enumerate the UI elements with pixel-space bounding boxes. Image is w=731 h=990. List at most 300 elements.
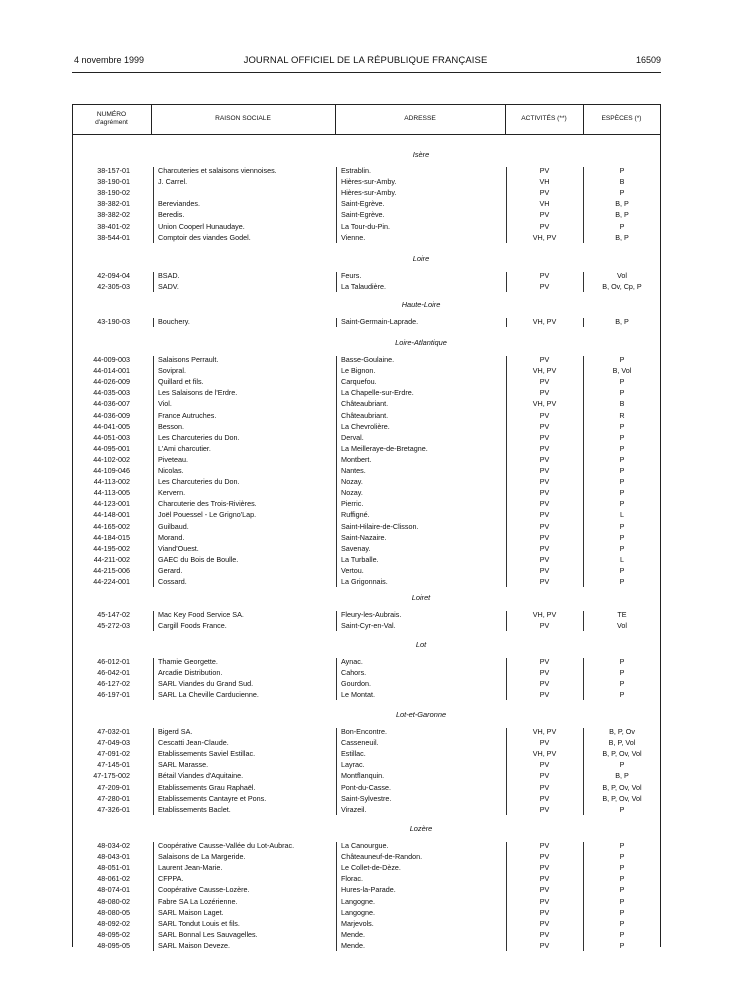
species: L xyxy=(620,554,624,564)
address: Fleury-les-Aubrais. xyxy=(341,610,402,619)
activities: PV xyxy=(539,388,550,398)
species: P xyxy=(619,388,625,398)
species: Vol xyxy=(617,271,627,280)
column-divider xyxy=(506,842,507,951)
company-name: Thamie Georgette. xyxy=(158,657,218,666)
agrement-number: 48-095-05 xyxy=(97,940,130,950)
section-title: Loire-Atlantique xyxy=(395,338,447,347)
company-name: Laurent Jean-Marie. xyxy=(158,863,223,873)
column-divider xyxy=(336,167,337,243)
agrement-number: 38-157-01 xyxy=(97,166,130,175)
address: Montbert. xyxy=(341,454,372,464)
company-name: Bigerd SA. xyxy=(158,727,193,736)
activities: PV xyxy=(539,282,550,292)
company-name: Fabre SA La Lozérienne. xyxy=(158,896,238,906)
activities: PV xyxy=(539,885,550,895)
company-name: Viol. xyxy=(158,399,172,409)
agrement-number: 45-272-03 xyxy=(97,621,130,631)
species: P xyxy=(619,221,625,231)
agrement-number: 44-102-002 xyxy=(93,454,130,464)
column-divider xyxy=(583,842,584,951)
column-divider xyxy=(153,272,154,292)
company-name: Les Charcuteries du Don. xyxy=(158,432,240,442)
address: Aynac. xyxy=(341,657,363,666)
agrement-number: 45-147-02 xyxy=(97,610,130,619)
agrement-number: 44-109-046 xyxy=(93,466,130,475)
agrement-number: 44-184-015 xyxy=(93,532,130,542)
species: Vol xyxy=(617,621,627,631)
activities: VH, PV xyxy=(532,317,557,326)
agrement-number: 38-190-02 xyxy=(97,188,130,198)
company-name: Charcuterie des Trois-Rivières. xyxy=(158,499,257,509)
company-name: SARL Maison Deveze. xyxy=(158,940,231,950)
company-name: Sovipral. xyxy=(158,366,186,376)
agrement-number: 48-034-02 xyxy=(97,841,130,850)
column-divider xyxy=(583,356,584,587)
species: B, P xyxy=(615,771,629,781)
agrement-number: 48-092-02 xyxy=(97,918,130,928)
address: Virazeil. xyxy=(341,804,367,814)
agrement-number: 48-080-02 xyxy=(97,896,130,906)
species: P xyxy=(619,804,625,814)
agrement-number: 44-113-002 xyxy=(93,477,130,487)
company-name: Coopérative Causse-Lozère. xyxy=(158,885,250,895)
agrement-number: 38-382-02 xyxy=(97,210,130,220)
address: La Talaudière. xyxy=(341,282,387,292)
address: Cahors. xyxy=(341,668,367,678)
company-name: Union Cooperl Hunaudaye. xyxy=(158,221,245,231)
species: B, P, Vol xyxy=(608,738,636,748)
column-divider xyxy=(583,611,584,631)
species: B xyxy=(619,399,625,409)
agrement-number: 38-544-01 xyxy=(97,232,130,242)
activities: PV xyxy=(539,166,550,175)
address: Layrac. xyxy=(341,760,365,770)
activities: PV xyxy=(539,679,550,689)
activities: VH, PV xyxy=(532,749,557,759)
address: Florac. xyxy=(341,874,363,884)
address: Hures-la-Parade. xyxy=(341,885,396,895)
agrement-number: 47-091-02 xyxy=(97,749,130,759)
company-name: Joël Pouessel - Le Grigno'Lap. xyxy=(158,510,257,520)
activities: PV xyxy=(539,621,550,631)
company-name: Les Charcuteries du Don. xyxy=(158,477,240,487)
company-name: Comptoir des viandes Godel. xyxy=(158,232,251,242)
species: P xyxy=(619,377,625,387)
section-title: Lozère xyxy=(409,824,433,833)
header-date: 4 novembre 1999 xyxy=(74,55,145,65)
column-divider xyxy=(506,167,507,243)
activities: PV xyxy=(539,907,550,917)
species: P xyxy=(619,421,625,431)
column-divider xyxy=(336,658,337,700)
column-divider xyxy=(336,272,337,292)
species: P xyxy=(619,896,625,906)
address: Savenay. xyxy=(341,543,371,553)
agrement-number: 44-041-005 xyxy=(93,421,130,431)
column-header-adresse: ADRESSE xyxy=(404,115,436,122)
address: La Chapelle-sur-Erdre. xyxy=(341,388,414,398)
address: Estillac. xyxy=(341,749,366,759)
company-name: Etablissements Baclet. xyxy=(158,804,231,814)
column-divider xyxy=(506,356,507,587)
column-divider xyxy=(506,272,507,292)
address: Basse-Goulaine. xyxy=(341,355,395,364)
species: P xyxy=(619,188,625,198)
activities: PV xyxy=(539,668,550,678)
address: Vertou. xyxy=(341,565,364,575)
page-number: 16509 xyxy=(635,55,661,65)
activities: PV xyxy=(539,782,550,792)
section-title: Haute-Loire xyxy=(401,300,441,309)
species: P xyxy=(619,454,625,464)
address: Montflanquin. xyxy=(341,771,385,781)
agrement-number: 44-215-006 xyxy=(93,565,130,575)
agrement-number: 44-026-009 xyxy=(93,377,130,387)
agrement-number: 46-127-02 xyxy=(97,679,130,689)
activities: PV xyxy=(539,929,550,939)
address: Gourdon. xyxy=(341,679,371,689)
activities: PV xyxy=(539,577,550,586)
species: B, Ov, Cp, P xyxy=(602,282,642,292)
species: B xyxy=(619,177,625,187)
species: P xyxy=(619,863,625,873)
address: La Canourgue. xyxy=(341,841,389,850)
activities: PV xyxy=(539,355,550,364)
address: Marjevols. xyxy=(341,918,374,928)
activities: PV xyxy=(539,271,550,280)
activities: PV xyxy=(539,521,550,531)
column-header-especes: ESPÈCES (*) xyxy=(601,115,642,122)
agrement-number: 47-145-01 xyxy=(97,760,130,770)
address: Langogne. xyxy=(341,907,375,917)
species: P xyxy=(619,532,625,542)
activities: PV xyxy=(539,477,550,487)
activities: PV xyxy=(539,454,550,464)
activities: PV xyxy=(539,221,550,231)
address: Estrablin. xyxy=(341,166,371,175)
activities: PV xyxy=(539,488,550,498)
address: Nantes. xyxy=(341,466,366,475)
activities: PV xyxy=(539,466,550,475)
address: Nozay. xyxy=(341,488,363,498)
species: B, P, Ov, Vol xyxy=(602,782,642,792)
address: Saint-Sylvestre. xyxy=(341,793,392,803)
species: P xyxy=(619,488,625,498)
species: B, P xyxy=(615,199,629,209)
company-name: Salaisons de La Margeride. xyxy=(158,852,246,862)
company-name: Kervern. xyxy=(158,488,186,498)
activities: VH xyxy=(539,177,550,187)
agrement-number: 38-382-01 xyxy=(97,199,130,209)
section-title: Loiret xyxy=(411,593,431,602)
species: P xyxy=(619,929,625,939)
company-name: SARL Maison Laget. xyxy=(158,907,224,917)
species: P xyxy=(619,940,625,950)
column-divider xyxy=(153,842,154,951)
agrement-number: 47-209-01 xyxy=(97,782,130,792)
agrement-number: 46-012-01 xyxy=(97,657,130,666)
activities: PV xyxy=(539,554,550,564)
agrement-number: 44-036-007 xyxy=(93,399,130,409)
address: Pierric. xyxy=(341,499,364,509)
activities: PV xyxy=(539,410,550,420)
agrement-number: 44-148-001 xyxy=(93,510,130,520)
company-name: Gerard. xyxy=(158,565,183,575)
column-divider xyxy=(336,356,337,587)
agrement-number: 42-094-04 xyxy=(97,271,130,280)
column-divider xyxy=(506,611,507,631)
agrement-number: 44-165-002 xyxy=(93,521,130,531)
agrement-number: 44-095-001 xyxy=(93,443,130,453)
address: Saint-Cyr-en-Val. xyxy=(341,621,396,631)
address: Hières-sur-Amby. xyxy=(341,188,397,198)
address: Saint-Nazaire. xyxy=(341,532,387,542)
species: L xyxy=(620,510,624,520)
agrement-number: 48-095-02 xyxy=(97,929,130,939)
company-name: SARL La Cheville Carducienne. xyxy=(158,690,259,700)
agrement-number: 47-049-03 xyxy=(97,738,130,748)
company-name: Etablissements Cantayre et Pons. xyxy=(158,793,267,803)
activities: VH, PV xyxy=(532,366,557,376)
company-name: Salaisons Perrault. xyxy=(158,355,219,364)
company-name: Quillard et fils. xyxy=(158,377,204,387)
agrement-number: 47-280-01 xyxy=(97,793,130,803)
species: P xyxy=(619,577,625,586)
activities: PV xyxy=(539,565,550,575)
activities: PV xyxy=(539,690,550,700)
activities: VH, PV xyxy=(532,399,557,409)
address: La Turballe. xyxy=(341,554,379,564)
company-name: Piveteau. xyxy=(158,454,188,464)
activities: PV xyxy=(539,896,550,906)
agrement-number: 44-195-002 xyxy=(93,543,130,553)
agrement-number: 48-051-01 xyxy=(97,863,130,873)
company-name: Charcuteries et salaisons viennoises. xyxy=(158,166,277,175)
address: La Tour-du-Pin. xyxy=(341,221,391,231)
species: P xyxy=(619,565,625,575)
section-title: Lot-et-Garonne xyxy=(395,710,447,719)
agrement-number: 47-032-01 xyxy=(97,727,130,736)
column-divider xyxy=(583,728,584,815)
address: La Chevrolière. xyxy=(341,421,390,431)
address: La Meilleraye-de-Bretagne. xyxy=(341,443,428,453)
address: Saint-Hilaire-de-Clisson. xyxy=(341,521,419,531)
address: Saint-Egrève. xyxy=(341,210,385,220)
species: B, P xyxy=(615,317,629,326)
species: P xyxy=(619,885,625,895)
activities: PV xyxy=(539,852,550,862)
column-divider xyxy=(153,728,154,815)
company-name: Mac Key Food Service SA. xyxy=(158,610,244,619)
address: Casseneuil. xyxy=(341,738,379,748)
company-name: SARL Viandes du Grand Sud. xyxy=(158,679,254,689)
activities: VH, PV xyxy=(532,610,557,619)
company-name: Les Salaisons de l'Erdre. xyxy=(158,388,238,398)
company-name: SARL Bonnal Les Sauvagelles. xyxy=(158,929,258,939)
species: P xyxy=(619,679,625,689)
column-divider xyxy=(153,611,154,631)
activities: VH, PV xyxy=(532,232,557,242)
address: Le Montat. xyxy=(341,690,375,700)
company-name: Nicolas. xyxy=(158,466,184,475)
activities: PV xyxy=(539,793,550,803)
company-name: L'Ami charcutier. xyxy=(158,443,211,453)
company-name: SARL Marasse. xyxy=(158,760,209,770)
activities: PV xyxy=(539,377,550,387)
column-divider xyxy=(336,318,337,327)
address: Langogne. xyxy=(341,896,375,906)
agrement-number: 46-042-01 xyxy=(97,668,130,678)
species: B, P xyxy=(615,232,629,242)
activities: PV xyxy=(539,863,550,873)
species: B, P, Ov, Vol xyxy=(602,749,642,759)
agrement-number: 44-224-001 xyxy=(93,577,130,586)
journal-title: JOURNAL OFFICIEL DE LA RÉPUBLIQUE FRANÇAISE xyxy=(243,55,488,66)
species: P xyxy=(619,521,625,531)
section-title: Lot xyxy=(415,640,427,649)
species: P xyxy=(619,166,625,175)
species: TE xyxy=(617,610,627,619)
address: Mende. xyxy=(341,929,365,939)
address: Le Collet-de-Dèze. xyxy=(341,863,401,873)
address: Pont-du-Casse. xyxy=(341,782,391,792)
species: B, P, Ov, Vol xyxy=(602,793,642,803)
column-divider xyxy=(583,318,584,327)
activities: PV xyxy=(539,918,550,928)
agrement-number: 48-061-02 xyxy=(97,874,130,884)
column-divider xyxy=(153,318,154,327)
address: Feurs. xyxy=(341,271,362,280)
species: P xyxy=(619,466,625,475)
address: Derval. xyxy=(341,432,364,442)
activities: PV xyxy=(539,210,550,220)
column-divider xyxy=(153,356,154,587)
company-name: Beredis. xyxy=(158,210,185,220)
address: Châteauneuf-de-Randon. xyxy=(341,852,423,862)
company-name: SADV. xyxy=(158,282,179,292)
agrement-number: 42-305-03 xyxy=(97,282,130,292)
species: P xyxy=(619,543,625,553)
agrement-number: 46-197-01 xyxy=(97,690,130,700)
agrement-number: 44-113-005 xyxy=(93,488,130,498)
species: R xyxy=(619,410,625,420)
company-name: Etablissements Saviel Estillac. xyxy=(158,749,256,759)
activities: PV xyxy=(539,188,550,198)
agrement-number: 43-190-03 xyxy=(97,317,130,326)
company-name: CFPPA. xyxy=(158,874,184,884)
activities: PV xyxy=(539,443,550,453)
company-name: BSAD. xyxy=(158,271,180,280)
activities: PV xyxy=(539,874,550,884)
species: P xyxy=(619,841,625,850)
address: Châteaubriant. xyxy=(341,399,389,409)
column-divider xyxy=(506,318,507,327)
activities: PV xyxy=(539,804,550,814)
address: Saint-Germain-Laprade. xyxy=(341,317,419,326)
activities: PV xyxy=(539,940,550,950)
company-name: SARL Tondut Louis et fils. xyxy=(158,918,240,928)
species: P xyxy=(619,918,625,928)
activities: PV xyxy=(539,841,550,850)
species: P xyxy=(619,355,625,364)
agrement-number: 44-014-001 xyxy=(93,366,130,376)
species: B, Vol xyxy=(612,366,632,376)
activities: VH, PV xyxy=(532,727,557,736)
company-name: Coopérative Causse-Vallée du Lot-Aubrac. xyxy=(158,841,295,850)
address: Nozay. xyxy=(341,477,363,487)
activities: PV xyxy=(539,657,550,666)
address: Le Bignon. xyxy=(341,366,376,376)
column-divider xyxy=(583,658,584,700)
activities: PV xyxy=(539,760,550,770)
species: B, P xyxy=(615,210,629,220)
species: P xyxy=(619,907,625,917)
column-divider xyxy=(153,167,154,243)
column-divider xyxy=(583,167,584,243)
species: P xyxy=(619,657,625,666)
column-header-numero: NUMÉRO d'agrément xyxy=(95,111,128,126)
species: P xyxy=(619,874,625,884)
agrement-number: 48-043-01 xyxy=(97,852,130,862)
company-name: Morand. xyxy=(158,532,185,542)
company-name: Cescatti Jean-Claude. xyxy=(158,738,229,748)
agrement-number: 44-211-002 xyxy=(93,554,130,564)
species: P xyxy=(619,499,625,509)
agrement-number: 48-080-05 xyxy=(97,907,130,917)
column-divider xyxy=(336,611,337,631)
activities: PV xyxy=(539,510,550,520)
company-name: Guilbaud. xyxy=(158,521,189,531)
activities: PV xyxy=(539,771,550,781)
agrement-number: 38-401-02 xyxy=(97,221,130,231)
activities: PV xyxy=(539,543,550,553)
column-divider xyxy=(583,272,584,292)
agrement-number: 44-051-003 xyxy=(93,432,130,442)
company-name: Bouchery. xyxy=(158,317,190,326)
species: B, P, Ov xyxy=(609,727,635,736)
column-header-raison-sociale: RAISON SOCIALE xyxy=(215,115,271,122)
species: P xyxy=(619,432,625,442)
company-name: GAEC du Bois de Boulle. xyxy=(158,554,239,564)
agrement-number: 44-036-009 xyxy=(93,410,130,420)
address: Mende. xyxy=(341,940,365,950)
column-divider xyxy=(506,658,507,700)
column-divider xyxy=(153,658,154,700)
activities: VH xyxy=(539,199,550,209)
company-name: Bereviandes. xyxy=(158,199,200,209)
activities: PV xyxy=(539,421,550,431)
agrement-number: 48-074-01 xyxy=(97,885,130,895)
company-name: Besson. xyxy=(158,421,184,431)
address: Saint-Egrève. xyxy=(341,199,385,209)
agrement-number: 38-190-01 xyxy=(97,177,130,187)
company-name: Etablissements Grau Raphaël. xyxy=(158,782,256,792)
company-name: Arcadie Distribution. xyxy=(158,668,223,678)
company-name: Viand'Ouest. xyxy=(158,543,199,553)
section-title: Isère xyxy=(412,150,430,159)
company-name: Cossard. xyxy=(158,577,187,586)
species: P xyxy=(619,690,625,700)
activities: PV xyxy=(539,532,550,542)
activities: PV xyxy=(539,432,550,442)
company-name: Cargill Foods France. xyxy=(158,621,227,631)
company-name: France Autruches. xyxy=(158,410,217,420)
species: P xyxy=(619,477,625,487)
address: Ruffigné. xyxy=(341,510,370,520)
address: Bon-Encontre. xyxy=(341,727,387,736)
address: Châteaubriant. xyxy=(341,410,389,420)
